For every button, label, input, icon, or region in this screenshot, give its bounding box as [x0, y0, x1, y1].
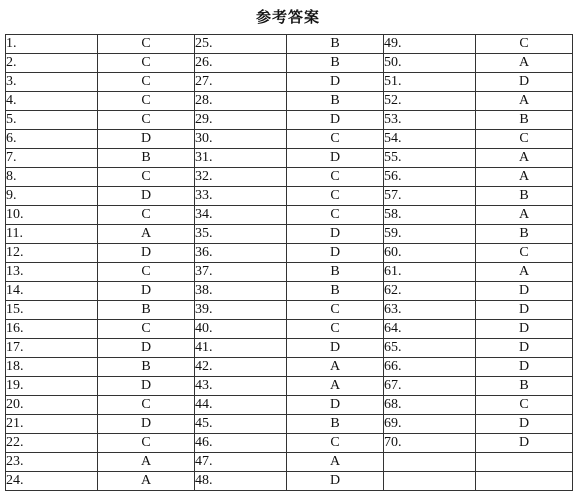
question-number: 56.	[384, 168, 476, 187]
answer-letter: D	[476, 434, 573, 453]
question-number: 41.	[195, 339, 287, 358]
table-row	[6, 415, 573, 434]
answer-letter: C	[98, 206, 195, 225]
answer-letter: A	[476, 263, 573, 282]
question-number	[384, 472, 476, 491]
question-number: 21.	[6, 415, 98, 434]
answer-letter: D	[287, 396, 384, 415]
question-number: 8.	[6, 168, 98, 187]
question-number: 51.	[384, 73, 476, 92]
answer-letter: D	[476, 339, 573, 358]
question-number: 26.	[195, 54, 287, 73]
question-number: 31.	[195, 149, 287, 168]
question-number: 50.	[384, 54, 476, 73]
answer-letter: C	[287, 168, 384, 187]
answer-letter: C	[98, 35, 195, 54]
question-number: 69.	[384, 415, 476, 434]
question-number: 65.	[384, 339, 476, 358]
answer-table-body	[6, 35, 573, 491]
table-row	[6, 301, 573, 320]
answer-letter: A	[98, 453, 195, 472]
answer-letter: C	[476, 244, 573, 263]
question-number: 16.	[6, 320, 98, 339]
question-number: 30.	[195, 130, 287, 149]
question-number: 33.	[195, 187, 287, 206]
answer-letter: D	[287, 472, 384, 491]
table-row	[6, 92, 573, 111]
answer-letter: D	[476, 73, 573, 92]
answer-letter: B	[287, 263, 384, 282]
question-number: 5.	[6, 111, 98, 130]
question-number: 47.	[195, 453, 287, 472]
answer-letter: B	[476, 225, 573, 244]
table-row	[6, 187, 573, 206]
question-number: 63.	[384, 301, 476, 320]
answer-letter: C	[98, 396, 195, 415]
question-number: 52.	[384, 92, 476, 111]
table-row	[6, 377, 573, 396]
question-number: 64.	[384, 320, 476, 339]
question-number: 46.	[195, 434, 287, 453]
answer-letter: D	[476, 415, 573, 434]
answer-letter: C	[287, 206, 384, 225]
question-number: 1.	[6, 35, 98, 54]
answer-letter: D	[98, 415, 195, 434]
question-number: 9.	[6, 187, 98, 206]
answer-letter: C	[476, 130, 573, 149]
answer-letter: C	[98, 111, 195, 130]
answer-key-table	[5, 34, 573, 491]
question-number: 68.	[384, 396, 476, 415]
answer-letter: B	[98, 149, 195, 168]
answer-letter: D	[287, 111, 384, 130]
answer-letter: B	[476, 111, 573, 130]
answer-letter: D	[287, 149, 384, 168]
question-number: 25.	[195, 35, 287, 54]
question-number: 3.	[6, 73, 98, 92]
table-row	[6, 320, 573, 339]
page-title: 参考答案	[255, 8, 320, 26]
question-number: 37.	[195, 263, 287, 282]
question-number: 43.	[195, 377, 287, 396]
question-number: 61.	[384, 263, 476, 282]
answer-letter: D	[476, 358, 573, 377]
answer-letter: A	[476, 54, 573, 73]
question-number: 44.	[195, 396, 287, 415]
answer-letter: B	[287, 54, 384, 73]
question-number: 34.	[195, 206, 287, 225]
table-row	[6, 282, 573, 301]
answer-letter: C	[287, 434, 384, 453]
answer-letter: B	[287, 415, 384, 434]
question-number: 35.	[195, 225, 287, 244]
answer-letter: A	[98, 472, 195, 491]
question-number: 20.	[6, 396, 98, 415]
answer-letter: A	[98, 225, 195, 244]
question-number: 66.	[384, 358, 476, 377]
question-number: 28.	[195, 92, 287, 111]
answer-letter: A	[287, 358, 384, 377]
answer-letter	[476, 453, 573, 472]
answer-letter: B	[98, 301, 195, 320]
answer-letter: A	[476, 206, 573, 225]
question-number: 54.	[384, 130, 476, 149]
question-number: 11.	[6, 225, 98, 244]
answer-letter: D	[98, 130, 195, 149]
answer-letter: D	[98, 187, 195, 206]
answer-letter: D	[287, 225, 384, 244]
answer-letter: D	[98, 244, 195, 263]
table-row	[6, 168, 573, 187]
question-number: 13.	[6, 263, 98, 282]
table-row	[6, 35, 573, 54]
table-row	[6, 472, 573, 491]
question-number: 60.	[384, 244, 476, 263]
answer-letter: A	[476, 168, 573, 187]
question-number: 62.	[384, 282, 476, 301]
answer-letter: B	[476, 187, 573, 206]
table-row	[6, 149, 573, 168]
answer-letter: B	[287, 92, 384, 111]
question-number: 6.	[6, 130, 98, 149]
answer-letter: C	[98, 168, 195, 187]
answer-letter: C	[98, 263, 195, 282]
question-number: 53.	[384, 111, 476, 130]
answer-letter: D	[476, 282, 573, 301]
answer-letter: B	[287, 35, 384, 54]
answer-letter: D	[287, 244, 384, 263]
answer-letter: C	[476, 396, 573, 415]
question-number: 36.	[195, 244, 287, 263]
answer-letter: B	[287, 282, 384, 301]
answer-letter: C	[98, 73, 195, 92]
table-row	[6, 130, 573, 149]
question-number: 15.	[6, 301, 98, 320]
question-number: 23.	[6, 453, 98, 472]
table-row	[6, 434, 573, 453]
table-row	[6, 244, 573, 263]
answer-letter: C	[98, 54, 195, 73]
question-number: 58.	[384, 206, 476, 225]
answer-letter: D	[98, 339, 195, 358]
question-number: 59.	[384, 225, 476, 244]
answer-letter: C	[287, 301, 384, 320]
answer-letter: C	[287, 187, 384, 206]
question-number: 57.	[384, 187, 476, 206]
question-number: 14.	[6, 282, 98, 301]
answer-letter: D	[98, 377, 195, 396]
question-number: 45.	[195, 415, 287, 434]
question-number: 10.	[6, 206, 98, 225]
question-number: 32.	[195, 168, 287, 187]
answer-letter: B	[476, 377, 573, 396]
answer-letter: D	[287, 339, 384, 358]
answer-letter: D	[287, 73, 384, 92]
answer-letter: B	[98, 358, 195, 377]
answer-letter: A	[287, 377, 384, 396]
table-row	[6, 54, 573, 73]
question-number: 49.	[384, 35, 476, 54]
answer-letter: C	[98, 434, 195, 453]
question-number	[384, 453, 476, 472]
question-number: 18.	[6, 358, 98, 377]
question-number: 7.	[6, 149, 98, 168]
question-number: 22.	[6, 434, 98, 453]
answer-letter: C	[287, 320, 384, 339]
answer-letter: D	[476, 301, 573, 320]
answer-letter: C	[98, 320, 195, 339]
question-number: 40.	[195, 320, 287, 339]
table-row	[6, 358, 573, 377]
answer-letter: C	[476, 35, 573, 54]
table-row	[6, 339, 573, 358]
question-number: 42.	[195, 358, 287, 377]
question-number: 27.	[195, 73, 287, 92]
answer-letter: A	[287, 453, 384, 472]
question-number: 39.	[195, 301, 287, 320]
table-row	[6, 206, 573, 225]
table-row	[6, 111, 573, 130]
answer-letter: D	[476, 320, 573, 339]
answer-letter: A	[476, 92, 573, 111]
question-number: 38.	[195, 282, 287, 301]
question-number: 12.	[6, 244, 98, 263]
question-number: 67.	[384, 377, 476, 396]
answer-letter	[476, 472, 573, 491]
question-number: 19.	[6, 377, 98, 396]
table-row	[6, 396, 573, 415]
question-number: 70.	[384, 434, 476, 453]
answer-letter: C	[287, 130, 384, 149]
question-number: 2.	[6, 54, 98, 73]
table-row	[6, 225, 573, 244]
table-row	[6, 263, 573, 282]
question-number: 48.	[195, 472, 287, 491]
answer-letter: A	[476, 149, 573, 168]
table-row	[6, 453, 573, 472]
question-number: 55.	[384, 149, 476, 168]
question-number: 29.	[195, 111, 287, 130]
answer-letter: D	[98, 282, 195, 301]
question-number: 17.	[6, 339, 98, 358]
answer-letter: C	[98, 92, 195, 111]
question-number: 24.	[6, 472, 98, 491]
question-number: 4.	[6, 92, 98, 111]
table-row	[6, 73, 573, 92]
